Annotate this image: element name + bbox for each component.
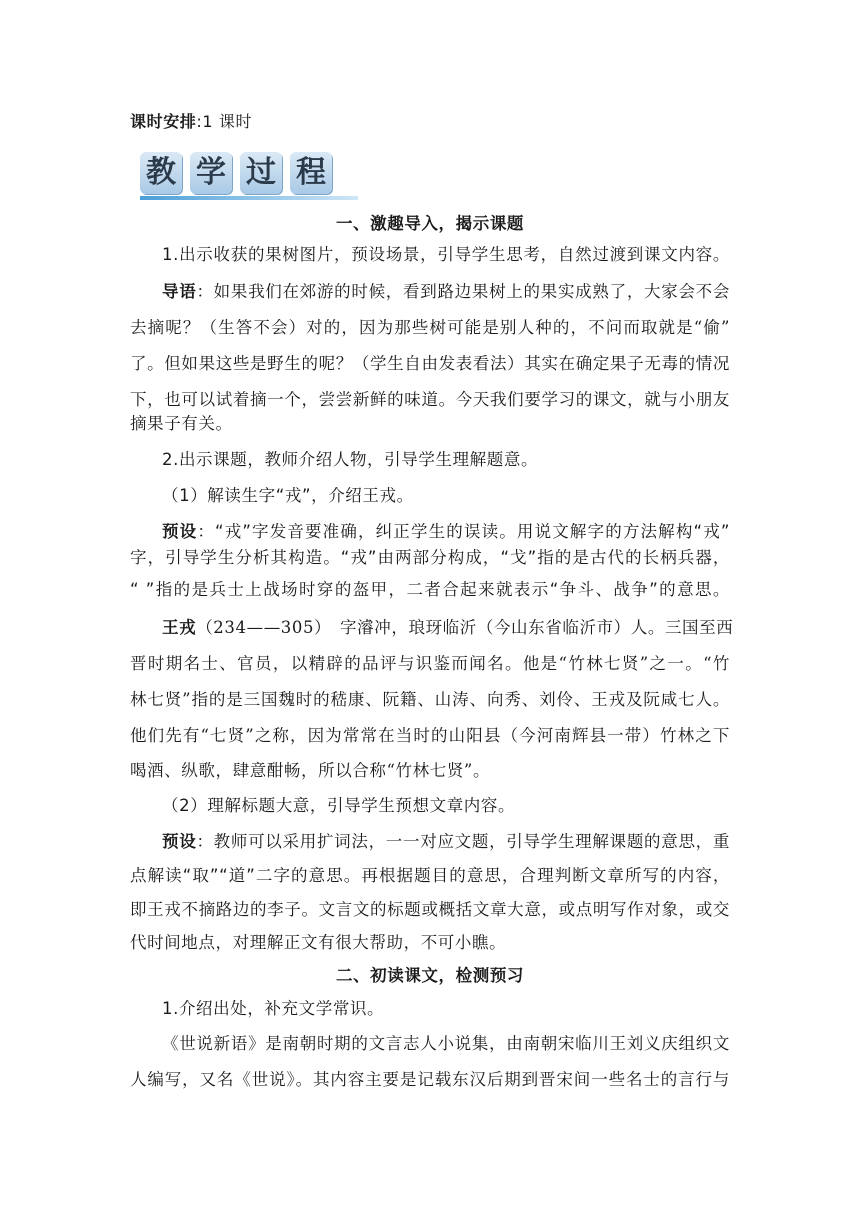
body-line: 去摘呢？（生答不会）对的，因为那些树可能是别人种的，不问而取就是“偷” <box>130 318 730 337</box>
banner-char: 教 <box>146 155 176 190</box>
banner-char: 学 <box>196 155 226 190</box>
body-line: 林七贤”指的是三国魏时的嵇康、阮籍、山涛、向秀、刘伶、王戎及阮咸七人。 <box>130 690 730 709</box>
preset-label: 预设 <box>162 522 198 541</box>
body-line: （2）理解标题大意，引导学生预想文章内容。 <box>162 796 516 815</box>
body-text: ：“戎”字发音要准确，纠正学生的误读。用说文解字的方法解构“戎” <box>197 522 730 541</box>
class-schedule <box>130 112 730 132</box>
body-line: 1.出示收获的果树图片，预设场景，引导学生思考，自然过渡到课文内容。 <box>162 245 730 264</box>
body-line: 2.出示课题，教师介绍人物，引导学生理解题意。 <box>162 450 539 469</box>
body-line <box>162 618 734 638</box>
body-line: 喝酒、纵歌，肆意酣畅，所以合称“竹林七贤”。 <box>130 761 491 780</box>
banner-underline <box>140 196 358 200</box>
body-line: 1.介绍出处，补充文学常识。 <box>162 999 385 1018</box>
body-line: 摘果子有关。 <box>130 414 233 433</box>
body-line: 《世说新语》是南朝时期的文言志人小说集，由南朝宋临川王刘义庆组织文 <box>162 1034 730 1053</box>
body-line: （1）解读生字“戎”，介绍王戎。 <box>162 486 414 505</box>
lead-label: 导语 <box>162 282 197 301</box>
section-heading: 一、激趣导入，揭示课题 <box>335 214 525 233</box>
teaching-process-banner <box>140 150 360 202</box>
body-line: 人编写，又名《世说》。其内容主要是记载东汉后期到晋宋间一些名士的言行与 <box>130 1070 730 1089</box>
body-text: ：如果我们在郊游的时候，看到路边果树上的果实成熟了，大家会不会 <box>196 282 730 301</box>
wangrong-label: 王戎 <box>162 618 197 637</box>
body-line: 即王戎不摘路边的李子。文言文的标题或概括文章大意，或点明写作对象，或交 <box>130 900 730 919</box>
banner-char: 过 <box>246 155 276 190</box>
body-line <box>162 282 730 302</box>
banner-char: 程 <box>296 155 326 190</box>
body-line: 他们先有“七贤”之称，因为常常在当时的山阳县（今河南辉县一带）竹林之下 <box>130 726 730 745</box>
body-line: “ ”指的是兵士上战场时穿的盔甲，二者合起来就表示“争斗、战争”的意思。 <box>130 580 730 599</box>
schedule-value: :1 课时 <box>196 112 253 131</box>
body-text: （234——305） 字濬冲，琅玡临沂（今山东省临沂市）人。三国至西 <box>196 618 734 637</box>
body-line <box>162 522 730 542</box>
body-line: 晋时期名士、官员，以精辟的品评与识鉴而闻名。他是“竹林七贤”之一。“竹 <box>130 654 730 673</box>
body-text: ：教师可以采用扩词法，一一对应文题，引导学生理解课题的意思，重 <box>196 832 730 851</box>
body-line: 点解读“取”“道”二字的意思。再根据题目的意思，合理判断文章所写的内容， <box>130 866 730 885</box>
body-line <box>162 832 730 852</box>
body-line: 了。但如果这些是野生的呢？（学生自由发表看法）其实在确定果子无毒的情况 <box>130 354 730 373</box>
body-line: 代时间地点，对理解正文有很大帮助，不可小瞧。 <box>130 933 507 952</box>
schedule-label: 课时安排 <box>130 112 197 131</box>
body-line: 下，也可以试着摘一个，尝尝新鲜的味道。今天我们要学习的课文，就与小朋友 <box>130 390 730 409</box>
body-line: 字，引导学生分析其构造。“戎”由两部分构成，“戈”指的是古代的长柄兵器， <box>130 548 730 567</box>
section-heading: 二、初读课文，检测预习 <box>335 966 525 985</box>
preset-label: 预设 <box>162 832 197 851</box>
